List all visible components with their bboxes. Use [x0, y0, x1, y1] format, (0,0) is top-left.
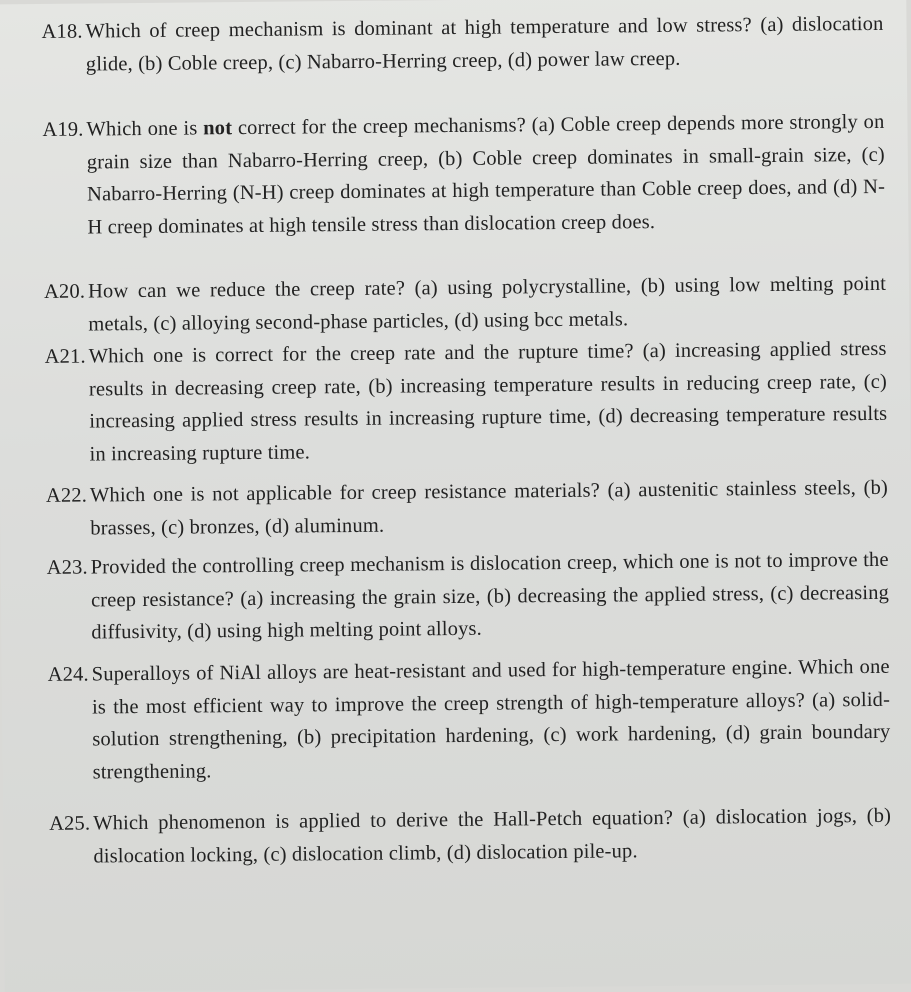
question-a21	[45, 333, 888, 471]
question-number: A24.	[47, 663, 89, 686]
question-a20	[44, 268, 887, 341]
question-text: Superalloys of NiAl alloys are heat-resistant and used for high-temperature engine. Which one is the most efficient way to improve the creep strength of high-temperature alloys? (a) solid-solution strengthening, (b) precipitation hardening, (c) work hardening, (d) grain boundary strengthening.	[91, 655, 891, 784]
question-a19	[42, 106, 885, 244]
question-number: A22.	[45, 484, 88, 507]
question-a23	[47, 544, 890, 650]
question-number: A21.	[44, 345, 86, 368]
question-number: A18.	[41, 20, 83, 43]
question-number: A20.	[43, 280, 86, 303]
question-text: Which one is correct for the creep rate and the rupture time? (a) increasing applied stress results in decreasing creep rate, (b) increasing temperature results in reducing creep rate, (c) increasing applied stress results in increasing rupture time, (d) decreasing temperature results in increasing rupture time.	[88, 337, 888, 466]
question-a25	[49, 800, 892, 873]
question-text: Provided the controlling creep mechanism is dislocation creep, which one is not to improve the creep resistance? (a) increasing the grain size, (b) decreasing the applied stress, (c) decreasing diffusivity, (d) using high melting point alloys.	[90, 548, 890, 644]
question-a18	[41, 8, 884, 81]
question-number: A23.	[46, 556, 88, 579]
question-text-end: correct for the creep mechanisms? (a) Coble creep depends more strongly on grain size than Nabarro-Herring creep, (b) Coble creep dominates in small-grain size, (c) Nabarro-Herring (N-H) creep dominates at high temperature than Coble creep does, and (d) N-H creep dominates at high tensile stress than dislocation creep does.	[86, 110, 886, 239]
question-a22	[46, 472, 889, 545]
question-text: Which phenomenon is applied to derive the Hall-Petch equation? (a) dislocation jogs, (b) dislocation locking, (c) dislocation climb, (d) dislocation pile-up.	[93, 804, 892, 868]
question-text-start: Which one is	[86, 117, 204, 141]
question-emphasis: not	[203, 117, 233, 140]
question-number: A25.	[49, 812, 91, 835]
question-number: A19.	[42, 118, 84, 141]
question-text: Which of creep mechanism is dominant at high temperature and low stress? (a) dislocation glide, (b) Coble creep, (c) Nabarro-Herring creep, (d) power law creep.	[85, 12, 884, 76]
question-text: How can we reduce the creep rate? (a) using polycrystalline, (b) using low melting point metals, (c) alloying second-phase particles, (d) using bcc metals.	[87, 272, 887, 336]
question-a24	[48, 651, 891, 789]
question-text: Which one is not applicable for creep resistance materials? (a) austenitic stainless steels, (b) brasses, (c) bronzes, (d) aluminum.	[89, 476, 889, 540]
